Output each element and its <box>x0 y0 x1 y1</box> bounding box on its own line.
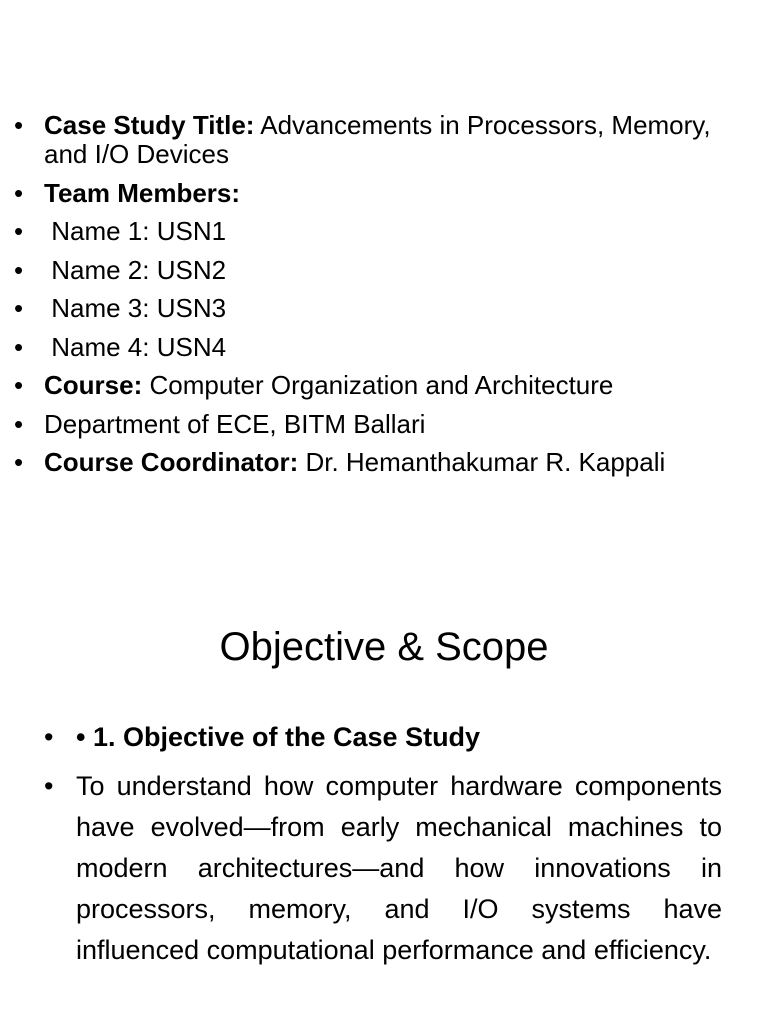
objective-heading: • 1. Objective of the Case Study <box>76 722 481 752</box>
bullet-text: Name 3: USN3 <box>44 293 227 323</box>
bullet-member-3 <box>14 294 734 323</box>
objective-heading-item <box>44 717 722 758</box>
bullet-text: Name 4: USN4 <box>44 331 227 362</box>
bullet-text: Advancements in Processors, Memory, and I/O Devices <box>44 110 711 169</box>
bullet-member-4 <box>14 333 734 362</box>
bullet-member-1 <box>14 217 734 246</box>
bullet-label: Course Coordinator: <box>44 447 299 477</box>
bullet-marker: • <box>14 110 24 140</box>
bullet-label: Team Members: <box>44 177 241 208</box>
bullet-marker: • <box>44 771 54 801</box>
objective-bullet-list <box>44 717 722 971</box>
bullet-case-study-title <box>14 111 734 169</box>
bullet-text: Department of ECE, BITM Ballari <box>44 408 426 439</box>
slide-objective-scope <box>0 560 768 1024</box>
bullet-marker: • <box>14 254 24 285</box>
bullet-marker: • <box>14 408 24 439</box>
bullet-course <box>14 371 734 400</box>
bullet-label: Course: <box>44 370 143 400</box>
bullet-text: Dr. Hemanthakumar R. Kappali <box>298 447 666 477</box>
bullet-marker: • <box>44 722 54 752</box>
bullet-team-members <box>14 179 734 208</box>
bullet-text: Computer Organization and Architecture <box>142 370 614 400</box>
bullet-course-coordinator <box>14 448 734 477</box>
bullet-marker: • <box>14 177 24 208</box>
bullet-label: Case Study Title: <box>44 110 255 140</box>
bullet-department <box>14 410 734 439</box>
title-bullet-list <box>14 111 734 487</box>
bullet-marker: • <box>14 293 24 323</box>
bullet-text: Name 1: USN1 <box>44 216 227 246</box>
bullet-marker: • <box>14 447 24 477</box>
bullet-text: Name 2: USN2 <box>44 254 227 285</box>
bullet-member-2 <box>14 256 734 285</box>
objective-paragraph-item <box>44 766 722 971</box>
bullet-marker: • <box>14 331 24 362</box>
bullet-marker: • <box>14 370 24 400</box>
bullet-marker: • <box>14 216 24 246</box>
objective-paragraph: To understand how computer hardware components have evolved—from early mechanical machines to modern architectures—and how innovations in processors, memory, and I/O systems have influenced computational performance and efficiency. <box>76 771 722 965</box>
slide-title: Objective & Scope <box>219 625 549 669</box>
